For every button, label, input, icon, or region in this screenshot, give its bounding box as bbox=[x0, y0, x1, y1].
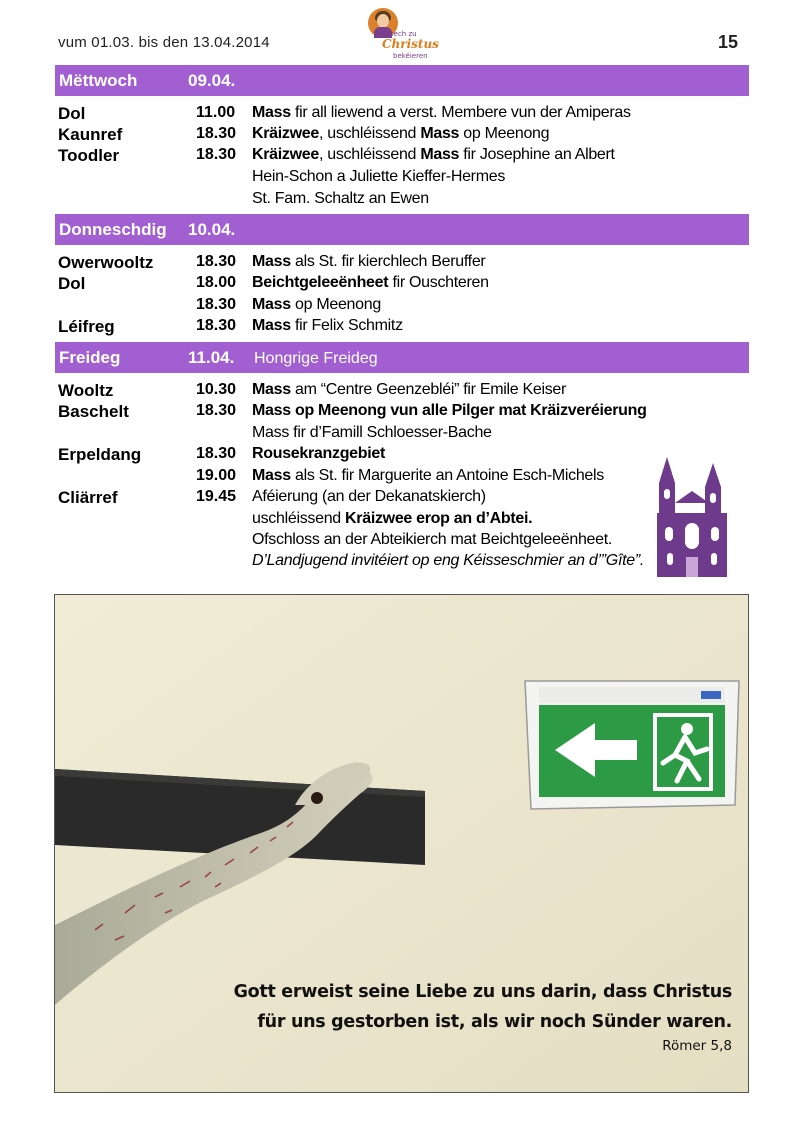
row-desc: St. Fam. Schaltz an Ewen bbox=[252, 190, 429, 207]
row-place: Léifreg bbox=[58, 317, 115, 336]
row-desc: Mass op Meenong bbox=[252, 296, 381, 313]
day-name: Donneschdig bbox=[59, 220, 167, 239]
page-number: 15 bbox=[718, 32, 739, 52]
row-time: 18.30 bbox=[196, 445, 237, 462]
logo-text-1: sech zu bbox=[390, 30, 417, 38]
verse-line-1: Gott erweist seine Liebe zu uns darin, dass Christus bbox=[233, 982, 732, 1002]
row-time: 18.30 bbox=[196, 253, 237, 270]
day-date: 11.04. bbox=[188, 348, 235, 367]
row-time: 19.45 bbox=[196, 488, 237, 505]
row-place: Kaunref bbox=[58, 125, 123, 144]
day-date: 10.04. bbox=[188, 220, 236, 239]
row-desc: Ofschloss an der Abteikierch mat Beichtgeleeënheet. bbox=[252, 531, 613, 548]
row-desc: uschléissend Kräizwee erop an d’Abtei. bbox=[252, 510, 533, 527]
logo-text-3: bekéieren bbox=[393, 52, 428, 60]
row-desc: Kräizwee, uschléissend Mass op Meenong bbox=[252, 125, 550, 142]
church-icon bbox=[655, 457, 729, 577]
row-desc: Kräizwee, uschléissend Mass fir Josephine an Albert bbox=[252, 146, 615, 163]
row-time: 18.30 bbox=[196, 296, 237, 313]
row-desc: Mass als St. fir kierchlech Beruffer bbox=[252, 253, 486, 270]
row-desc: Mass als St. fir Marguerite an Antoine Esch-Michels bbox=[252, 467, 604, 484]
day-date: 09.04. bbox=[188, 71, 236, 90]
day-name: Freideg bbox=[59, 348, 121, 367]
row-place: Baschelt bbox=[58, 402, 129, 421]
row-time: 18.30 bbox=[196, 402, 237, 419]
verse-reference: Römer 5,8 bbox=[662, 1038, 732, 1054]
day-name: Mëttwoch bbox=[59, 71, 138, 90]
row-place: Dol bbox=[58, 104, 86, 123]
logo-text-2: Christus bbox=[382, 37, 439, 51]
row-place: Wooltz bbox=[58, 381, 114, 400]
row-time: 18.30 bbox=[196, 146, 237, 163]
row-desc: Aféierung (an der Dekanatskierch) bbox=[252, 488, 486, 505]
day-bar-donneschdig bbox=[55, 214, 749, 245]
row-desc: Mass op Meenong vun alle Pilger mat Kräizveréierung bbox=[252, 402, 647, 419]
logo bbox=[362, 6, 439, 62]
row-place: Owerwooltz bbox=[58, 253, 154, 272]
row-place: Dol bbox=[58, 274, 86, 293]
row-desc: Rousekranzgebiet bbox=[252, 445, 386, 462]
row-time: 18.30 bbox=[196, 317, 237, 334]
row-place: Cliärref bbox=[58, 488, 118, 507]
row-place: Toodler bbox=[58, 146, 120, 165]
row-time: 10.30 bbox=[196, 381, 237, 398]
header-date-range: vum 01.03. bis den 13.04.2014 bbox=[58, 34, 270, 51]
verse-line-2: für uns gestorben ist, als wir noch Sünder waren. bbox=[257, 1012, 732, 1032]
day-bar-freideg bbox=[55, 342, 749, 373]
row-desc: Mass am “Centre Geenzebléi” fir Emile Keiser bbox=[252, 381, 567, 398]
row-desc: Mass fir d’Famill Schloesser-Bache bbox=[252, 424, 492, 441]
row-desc: Beichtgeleeënheet fir Ouschteren bbox=[252, 274, 489, 291]
day-bar-mettwoch bbox=[55, 65, 749, 96]
row-desc: Hein-Schon a Juliette Kieffer-Hermes bbox=[252, 168, 506, 185]
row-place: Erpeldang bbox=[58, 445, 142, 464]
row-time: 18.00 bbox=[196, 274, 237, 291]
bible-verse bbox=[234, 977, 732, 1037]
day-note: Hongrige Freideg bbox=[254, 350, 378, 367]
row-desc: D’Landjugend invitéiert op eng Kéisseschmier an d’”Gîte”. bbox=[252, 552, 645, 569]
row-time: 19.00 bbox=[196, 467, 237, 484]
row-desc: Mass fir all liewend a verst. Membere vun der Amiperas bbox=[252, 104, 631, 121]
crucifix-photo bbox=[54, 594, 749, 1093]
row-time: 11.00 bbox=[196, 104, 236, 121]
row-time: 18.30 bbox=[196, 125, 237, 142]
row-desc: Mass fir Felix Schmitz bbox=[252, 317, 403, 334]
